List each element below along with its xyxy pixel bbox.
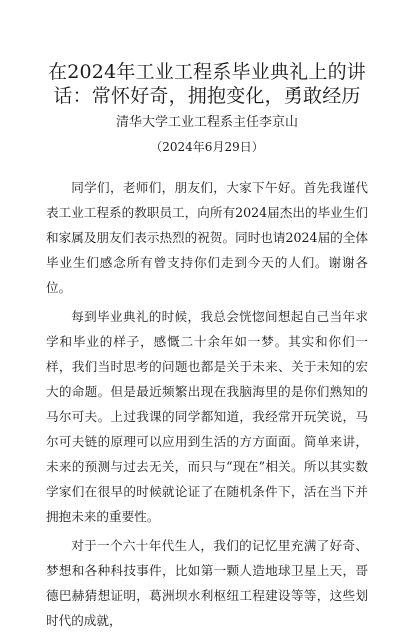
- paragraph-sixties: 对于一个六十年代生人，我们的记忆里充满了好奇、梦想和各种科技事件，比如第一颗人造地球卫星上天，哥德巴赫猜想证明，葛洲坝水利枢纽工程建设等等，这些划时代的成就，: [46, 538, 368, 628]
- document-title: 在2024年工业工程系毕业典礼上的讲话：常怀好奇，拥抱变化，勇敢经历: [48, 61, 366, 107]
- document-date: （2024年6月29日）: [150, 140, 264, 154]
- paragraph-greeting: 同学们，老师们，朋友们，大家下午好。首先我谨代表工业工程系的教职员工，向所有2024届杰出的毕业生们和家属及朋友们表示热烈的祝贺。同时也请2024届的全体毕业生们感念所有曾支持你们走到今天的人们。谢谢各位。: [46, 180, 368, 295]
- paragraph-markov: 每到毕业典礼的时候，我总会恍惚间想起自己当年求学和毕业的样子，感慨二十余年如一梦。其实和你们一样，我们当时思考的问题也都是关于未来、关于未知的宏大的命题。但是最近频繁出现在我脑海里的是你们熟知的马尔可夫。上过我课的同学都知道，我经常开玩笑说，马尔可夫链的原理可以应用到生活的方方面面。简单来讲，未来的预测与过去无关，而只与“现在”相关。所以其实数学家们在很早的时候就论证了在随机条件下，活在当下并拥抱未来的重要性。: [46, 309, 368, 524]
- document-author: 清华大学工业工程系主任李京山: [115, 115, 298, 130]
